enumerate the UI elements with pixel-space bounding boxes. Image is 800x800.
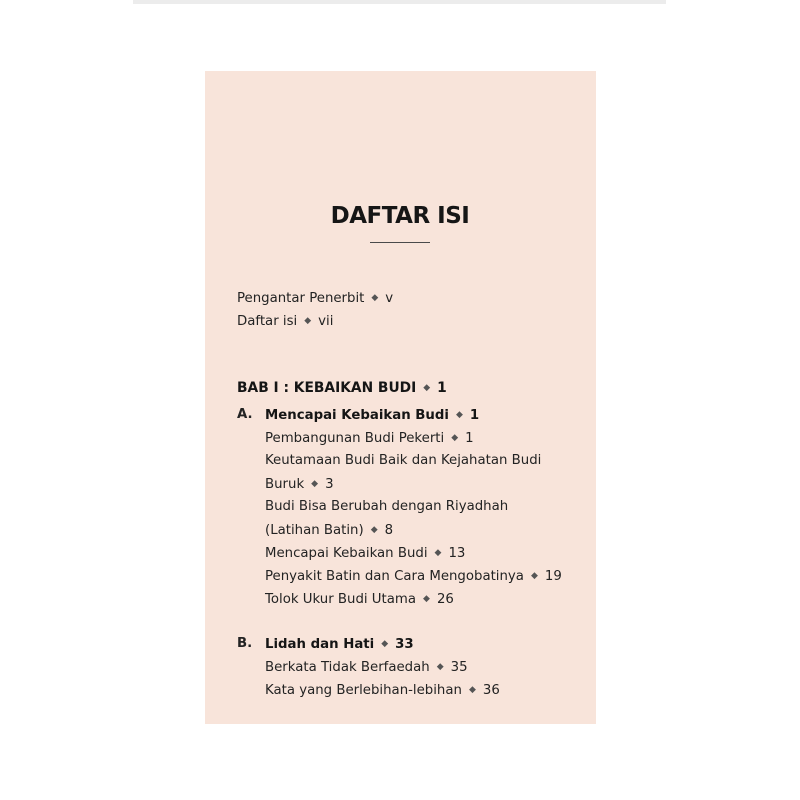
entry-label: (Latihan Batin) [265,523,364,538]
section-a-letter: A. [237,407,253,422]
toc-chapter-bab-1[interactable] [237,378,447,398]
entry-label: Daftar isi [237,314,298,329]
diamond-separator-icon: ◆ [423,383,431,393]
toc-entry[interactable] [265,428,474,449]
chapter-page: 1 [437,380,447,396]
toc-entry[interactable] [265,520,393,541]
toc-entry[interactable] [265,657,468,678]
entry-page: vii [318,314,334,329]
entry-label: Mencapai Kebaikan Budi [265,546,428,561]
entry-label: Penyakit Batin dan Cara Mengobatinya [265,569,524,584]
diamond-separator-icon: ◆ [530,571,538,581]
section-page: 33 [395,637,414,652]
entry-page: 35 [450,660,468,675]
entry-page: 8 [384,523,394,538]
toc-entry[interactable] [265,543,465,564]
toc-entry[interactable] [265,474,334,495]
diamond-separator-icon: ◆ [455,410,463,420]
diamond-separator-icon: ◆ [434,548,442,558]
chapter-label: BAB I : KEBAIKAN BUDI [237,380,417,396]
toc-entry[interactable] [265,566,562,587]
toc-entry-pengantar[interactable] [237,288,393,309]
toc-entry[interactable] [265,589,454,610]
section-page: 1 [469,408,480,423]
diamond-separator-icon: ◆ [371,293,379,303]
entry-page: 1 [465,431,474,446]
diamond-separator-icon: ◆ [468,685,476,695]
toc-entry[interactable] [265,680,500,701]
entry-page: 26 [436,592,454,607]
entry-page: v [385,291,394,306]
diamond-separator-icon: ◆ [370,525,378,535]
toc-entry-daftar-isi[interactable] [237,311,333,332]
entry-label: Pembangunan Budi Pekerti [265,431,445,446]
entry-page: 13 [448,546,466,561]
entry-label: Kata yang Berlebihan-lebihan [265,683,462,698]
toc-entry-line1[interactable]: Keutamaan Budi Baik dan Kejahatan Budi [265,453,542,468]
section-label: Lidah dan Hati [265,637,375,652]
title-underline [370,242,430,243]
diamond-separator-icon: ◆ [451,433,459,443]
entry-page: 19 [544,569,562,584]
section-label: Mencapai Kebaikan Budi [265,408,449,423]
toc-entry-line1[interactable]: Budi Bisa Berubah dengan Riyadhah [265,499,509,514]
page-title: DAFTAR ISI [330,203,470,229]
diamond-separator-icon: ◆ [311,479,319,489]
entry-label: Tolok Ukur Budi Utama [265,592,417,607]
section-b-letter: B. [237,636,253,651]
diamond-separator-icon: ◆ [381,639,389,649]
diamond-separator-icon: ◆ [304,316,312,326]
entry-label: Buruk [265,477,305,492]
toc-section-b[interactable] [265,634,414,655]
diamond-separator-icon: ◆ [423,594,430,604]
diamond-separator-icon: ◆ [436,662,444,672]
entry-page: 3 [325,477,334,492]
entry-page: 36 [482,683,500,698]
entry-label: Pengantar Penerbit [237,291,365,306]
toc-section-a[interactable] [265,405,479,426]
top-edge-rule [133,0,666,4]
entry-label: Berkata Tidak Berfaedah [265,660,430,675]
